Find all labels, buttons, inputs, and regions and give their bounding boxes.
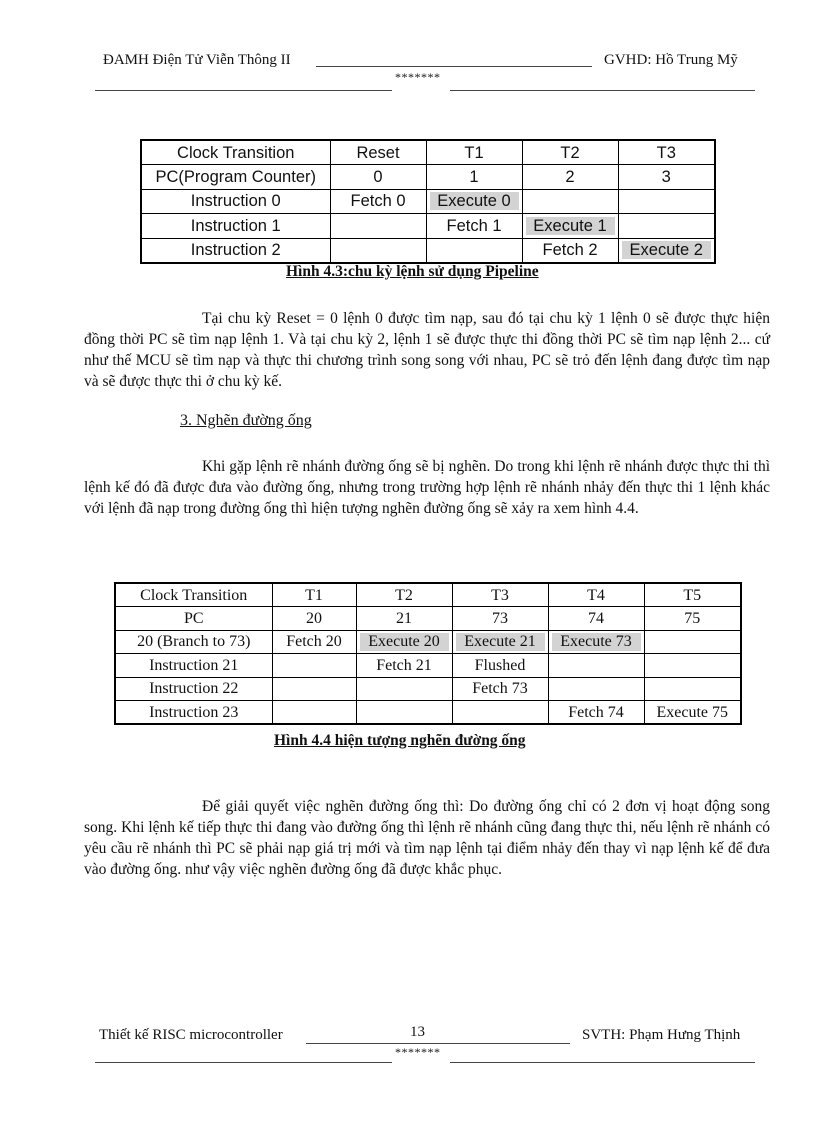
table-cell xyxy=(522,189,618,213)
table-row xyxy=(115,630,741,653)
figure-caption: Hình 4.4 hiện tượng nghẽn đường ống xyxy=(274,732,526,749)
table-cell xyxy=(272,654,356,677)
table-cell: T3 xyxy=(452,583,548,607)
footer-rule-left xyxy=(95,1062,392,1063)
table-cell: T4 xyxy=(548,583,644,607)
paragraph: Khi gặp lệnh rẽ nhánh đường ống sẽ bị nghẽn. Do trong khi lệnh rẽ nhánh được thực thi thì lệnh kế đó đã được đưa vào đường ống, nhưng trong trường hợp lệnh rẽ nhánh nhảy đến thực thi 1 lệnh khác với lệnh đã nạp trong đường ống thì hiện tượng nghẽn đường ống sẽ xảy ra xem hình 4.4. xyxy=(84,458,770,517)
table-cell: T1 xyxy=(272,583,356,607)
table-cell xyxy=(330,214,426,238)
table-cell xyxy=(548,654,644,677)
paragraph: Tại chu kỳ Reset = 0 lệnh 0 được tìm nạp, sau đó tại chu kỳ 1 lệnh 0 sẽ được thực hiện đồng thời PC sẽ tìm nạp lệnh 1. Và tại chu kỳ 2, lệnh 1 sẽ được thực thi đồng thời PC sẽ tìm nạp lệnh 2... cứ như thế MCU sẽ tìm nạp và thực thi chương trình song song với nhau, PC sẽ trỏ đến lệnh đang được tìm nạp và sẽ được thực thi ở chu kỳ kế. xyxy=(84,310,770,390)
table-cell xyxy=(356,700,452,724)
table-cell: 73 xyxy=(452,607,548,630)
table-cell: Clock Transition xyxy=(115,583,272,607)
execute-label: Execute 2 xyxy=(622,241,712,259)
table-cell: T2 xyxy=(356,583,452,607)
table-row xyxy=(141,189,715,213)
table-cell-shaded xyxy=(426,189,522,213)
table-cell: 20 (Branch to 73) xyxy=(115,630,272,653)
table-cell: Fetch 0 xyxy=(330,189,426,213)
header-stars: ******* xyxy=(395,70,441,84)
table-cell xyxy=(330,238,426,263)
table-cell: Fetch 1 xyxy=(426,214,522,238)
table-cell-shaded xyxy=(356,630,452,653)
table-row xyxy=(115,654,741,677)
execute-label: Execute 1 xyxy=(526,217,615,235)
table-cell-shaded xyxy=(548,630,644,653)
figure-caption: Hình 4.3:chu kỳ lệnh sử dụng Pipeline xyxy=(286,263,539,280)
table-cell xyxy=(548,677,644,700)
execute-label: Execute 0 xyxy=(430,192,519,210)
execute-label: Execute 20 xyxy=(360,633,449,651)
table-cell: Execute 75 xyxy=(644,700,741,724)
table-cell: Instruction 21 xyxy=(115,654,272,677)
header-left-text: ĐAMH Điện Tử Viễn Thông II xyxy=(103,52,291,68)
table-cell: 2 xyxy=(522,165,618,189)
table-cell: 3 xyxy=(618,165,715,189)
table-cell: 0 xyxy=(330,165,426,189)
table-cell-shaded xyxy=(522,214,618,238)
table-row xyxy=(141,140,715,165)
table-cell: T3 xyxy=(618,140,715,165)
table-cell xyxy=(452,700,548,724)
table-row xyxy=(141,214,715,238)
table-cell xyxy=(272,677,356,700)
table-cell: T2 xyxy=(522,140,618,165)
table-row xyxy=(115,677,741,700)
footer-divider xyxy=(306,1043,570,1044)
pipeline-stall-table xyxy=(114,582,742,725)
table-cell: 1 xyxy=(426,165,522,189)
table-row xyxy=(115,700,741,724)
table-cell xyxy=(644,677,741,700)
table-cell: Instruction 1 xyxy=(141,214,330,238)
header-rule-right xyxy=(450,90,755,91)
table-cell: Reset xyxy=(330,140,426,165)
header-divider xyxy=(316,66,592,67)
table-cell xyxy=(618,189,715,213)
table-cell xyxy=(356,677,452,700)
footer-left-text: Thiết kế RISC microcontroller xyxy=(99,1027,283,1043)
table-cell: T1 xyxy=(426,140,522,165)
table-row xyxy=(141,238,715,263)
header-right-text: GVHD: Hồ Trung Mỹ xyxy=(604,52,738,68)
table-cell xyxy=(272,700,356,724)
table-cell: 21 xyxy=(356,607,452,630)
table-cell-shaded xyxy=(452,630,548,653)
table-cell: Fetch 73 xyxy=(452,677,548,700)
table-cell: Instruction 0 xyxy=(141,189,330,213)
table-cell: Fetch 20 xyxy=(272,630,356,653)
table-cell: Flushed xyxy=(452,654,548,677)
table-cell: 74 xyxy=(548,607,644,630)
table-cell: PC(Program Counter) xyxy=(141,165,330,189)
table-row xyxy=(115,607,741,630)
table-cell: Fetch 21 xyxy=(356,654,452,677)
table-cell: PC xyxy=(115,607,272,630)
table-cell: Instruction 2 xyxy=(141,238,330,263)
execute-label: Execute 21 xyxy=(456,633,545,651)
table-cell xyxy=(426,238,522,263)
table-cell-shaded xyxy=(618,238,715,263)
table-cell xyxy=(644,654,741,677)
table-cell: Clock Transition xyxy=(141,140,330,165)
section-title: 3. Nghẽn đường ống xyxy=(180,412,312,429)
paragraph: Để giải quyết việc nghẽn đường ống thì: Do đường ống chỉ có 2 đơn vị hoạt động song song. Khi lệnh kế tiếp thực thi đang vào đường ống thì lệnh rẽ nhánh cũng đang thực thi, nếu lệnh rẽ nhánh có yêu cầu rẽ nhánh thì PC sẽ phải nạp giá trị mới và tìm nạp lệnh tại điểm nhảy đến thay vì nạp lệnh kế để đưa vào đường ống. như vậy việc nghẽn đường ống đã được khắc phục. xyxy=(84,798,770,878)
page-number: 13 xyxy=(410,1024,425,1040)
footer-right-text: SVTH: Phạm Hưng Thịnh xyxy=(582,1027,741,1043)
pipeline-table xyxy=(140,139,716,264)
table-cell: Fetch 74 xyxy=(548,700,644,724)
footer-rule-right xyxy=(450,1062,755,1063)
header-rule-left xyxy=(95,90,392,91)
table-cell: Instruction 22 xyxy=(115,677,272,700)
table-cell xyxy=(644,630,741,653)
footer-stars: ******* xyxy=(395,1045,441,1059)
table-cell: Fetch 2 xyxy=(522,238,618,263)
table-cell: 75 xyxy=(644,607,741,630)
table-row xyxy=(141,165,715,189)
table-cell: T5 xyxy=(644,583,741,607)
execute-label: Execute 73 xyxy=(552,633,641,651)
table-row xyxy=(115,583,741,607)
table-cell: 20 xyxy=(272,607,356,630)
table-cell xyxy=(618,214,715,238)
table-cell: Instruction 23 xyxy=(115,700,272,724)
